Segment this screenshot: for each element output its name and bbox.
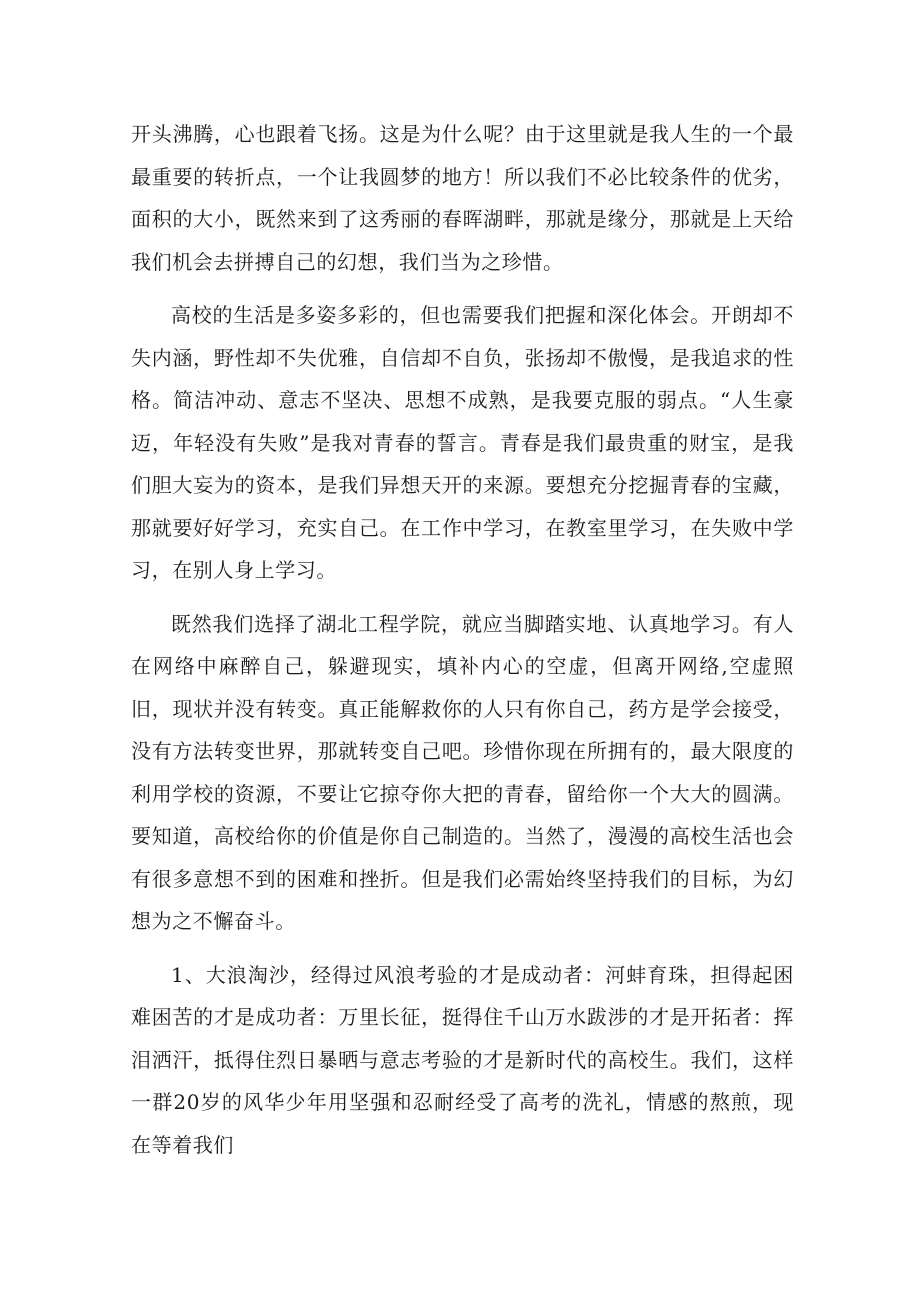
paragraph-2: 高校的生活是多姿多彩的，但也需要我们把握和深化体会。开朗却不失内涵，野性却不失优雅，自信却不自负，张扬却不傲慢，是我追求的性格。简洁冲动、意志不坚决、思想不成熟，是我要克服的弱点。“人生豪迈，年轻没有失败”是我对青春的誓言。青春是我们最贵重的财宝，是我们胆大妄为的资本，是我们异想天开的来源。要想充分挖掘青春的宝藏，那就要好好学习，充实自己。在工作中学习，在教室里学习，在失败中学习，在别人身上学习。 bbox=[131, 303, 794, 582]
paragraph-1: 开头沸腾，心也跟着飞扬。这是为什么呢？由于这里就是我人生的一个最最重要的转折点，一个让我圆梦的地方！所以我们不必比较条件的优劣，面积的大小，既然来到了这秀丽的春晖湖畔，那就是缘分，那就是上天给我们机会去拼搏自己的幻想，我们当为之珍惜。 bbox=[131, 122, 794, 274]
paragraph-3: 既然我们选择了湖北工程学院，就应当脚踏实地、认真地学习。有人在网络中麻醉自己，躲避现实，填补内心的空虚，但离开网络,空虚照旧，现状并没有转变。真正能解救你的人只有你自己，药方是学会接受，没有方法转变世界，那就转变自己吧。珍惜你现在所拥有的，最大限度的利用学校的资源，不要让它掠夺你大把的青春，留给你一个大大的圆满。要知道，高校给你的价值是你自己制造的。当然了，漫漫的高校生活也会有很多意想不到的困难和挫折。但是我们必需始终坚持我们的目标，为幻想为之不懈奋斗。 bbox=[131, 611, 794, 933]
document-page bbox=[131, 113, 794, 1166]
paragraph-4: 1、大浪淘沙，经得过风浪考验的才是成动者：河蚌育珠，担得起困难困苦的才是成功者：万里长征，挺得住千山万水跋涉的才是开拓者：挥泪洒汗，抵得住烈日暴晒与意志考验的才是新时代的高校生。我们，这样一群20岁的风华少年用坚强和忍耐经受了高考的洗礼，情感的熬煎，现在等着我们 bbox=[131, 962, 794, 1157]
